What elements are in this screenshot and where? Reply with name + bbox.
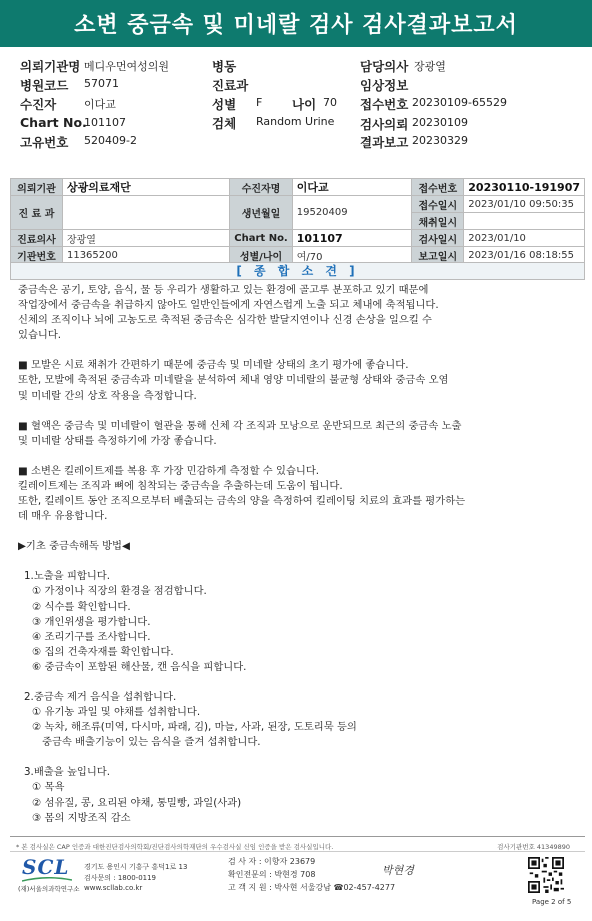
dept-key: 진 료 과 [11,196,63,230]
report-value: 20230329 [412,134,468,147]
report-date-key: 보고일시 [412,247,464,264]
contact-line: 검사문의 : 1800-0119 [84,873,157,882]
receipt-no-value: 20230110-191907 [464,179,585,196]
patient-name-key: 수진자명 [230,179,292,196]
patient-table [10,178,585,264]
doctor-label: 담당의사 [360,59,409,74]
inst-no-value: 11365200 [62,247,229,264]
paragraph-line: 또한, 모발에 축적된 중금속과 미네랄을 분석하여 체내 영양 미네랄의 불균형 상태와 중금속 오염 [18,374,449,387]
ward-label: 병동 [212,59,237,74]
age-value: 70 [323,96,337,109]
customer-support-line: 고 객 지 원 : 박사현 서울강남 ☎02-457-4277 [228,883,396,892]
age-label: 나이 [292,97,317,112]
clinical-label: 임상정보 [360,78,409,93]
birth-value: 19520409 [292,196,412,230]
receipt-date-value: 2023/01/10 09:50:35 [464,196,585,213]
footer-divider [10,851,585,852]
chart-label: Chart No. [20,115,87,130]
examiner-line: 검 사 자 : 이향자 23679 [228,857,316,866]
paragraph-line: ■ 혈액은 중금속 및 미네랄이 혈관을 통해 신체 각 조직과 모낭으로 운반되므로 최근의 중금속 노출 [18,419,462,432]
specialist-line: 확인전문의 : 박현경 708 [228,870,316,879]
lab-address [84,862,187,894]
paragraph-line: 있습니다. [18,329,62,342]
id-label: 고유번호 [20,135,69,150]
method-item: ④ 조리기구를 조사합니다. [32,630,151,643]
patient-label: 수진자 [20,97,57,112]
specimen-label: 검체 [212,116,237,131]
dept-label: 진료과 [212,78,249,93]
id-value: 520409-2 [84,134,137,147]
sex-label: 성별 [212,97,237,112]
receipt-value: 20230109-65529 [412,96,507,109]
hospital-code-value: 57071 [84,77,119,90]
paragraph-line: 중금속은 공기, 토양, 음식, 물 등 우리가 생활하고 있는 환경에 골고루 분포하고 있기 때문에 [18,284,429,296]
table-row [11,230,585,247]
paragraph-line: 작업장에서 중금속을 취급하지 않아도 일반인들에게 자연스럽게 노출 되고 체내에 축적됩니다. [18,299,439,312]
method-item: ③ 개인위생을 평가합니다. [32,615,151,628]
method-item: ② 섬유질, 콩, 요리된 야채, 통밀빵, 과일(사과) [32,796,242,809]
patient-value: 이다교 [84,98,116,111]
website-link[interactable]: www.scllab.co.kr [84,884,143,892]
collect-value [464,213,585,230]
report-label: 결과보고 [360,135,409,150]
qr-code-icon [528,857,564,893]
address-line: 경기도 용인시 기흥구 흥덕1로 13 [84,863,188,871]
collect-key: 채취일시 [412,213,464,230]
accreditation-note: * 본 검사실은 CAP 인증과 대한진단검사의학회/진단검사의학재단의 우수검사실 신임 인증을 받은 검사실입니다. [16,843,334,851]
method-item: ② 녹차, 해조류(미역, 다시마, 파래, 김), 마늘, 사과, 된장, 도토리묵 등의 [32,721,357,734]
method-item: ⑤ 집의 건축자재를 확인합니다. [32,645,174,658]
table-row [11,196,585,213]
institution-value: 메디우먼여성의원 [84,60,170,73]
summary-section-title: [ 종 합 소 견 ] [10,262,585,280]
test-date-key: 검사일시 [412,230,464,247]
hospital-code-label: 병원코드 [20,78,69,93]
lab-code: 검사기관번호 41349890 [497,843,570,851]
chart-key: Chart No. [230,230,292,247]
paragraph-line: ■ 모발은 시료 채취가 간편하기 때문에 중금속 및 미네랄 상태의 초기 평가에 좋습니다. [18,359,409,372]
receipt-no-key: 접수번호 [412,179,464,196]
method-item: ② 식수를 확인합니다. [32,600,131,613]
requester-value: 상광의료재단 [62,179,229,196]
lab-name: (재)서울의과학연구소 [18,885,80,893]
dept-value [62,196,229,230]
chart-value: 101107 [84,116,126,129]
method-item: ① 유기농 과일 및 야채를 섭취합니다. [32,706,201,719]
method-item: 중금속 배출기능이 있는 음식을 즐겨 섭취합니다. [42,736,261,749]
sex-value: F [256,96,263,109]
table-row [11,179,585,196]
paragraph-line: 킬레이트제는 조직과 뼈에 침착되는 중금속을 추출하는데 도움이 됩니다. [18,479,343,492]
requester-key: 의뢰기관 [11,179,63,196]
scl-logo [22,855,77,885]
request-value: 20230109 [412,116,468,129]
footer-divider [10,836,585,837]
paragraph-line: ■ 소변은 킬레이트제를 복용 후 가장 민감하게 측정할 수 있습니다. [18,464,320,477]
report-title: 소변 중금속 및 미네랄 검사 검사결과보고서 [0,0,592,47]
logo-text: SCL [22,855,70,879]
doctor-value: 장광열 [62,230,229,247]
doctor-key: 진료의사 [11,230,63,247]
institution-label: 의뢰기관명 [20,59,81,74]
method-item: ① 가정이나 직장의 환경을 점검합니다. [32,585,207,598]
paragraph-line: 및 미네랄 간의 상호 작용을 측정합니다. [18,389,197,402]
sexage-value: 여/70 [292,247,412,264]
paragraph-line: 신체의 조직이나 뇌에 고농도로 축적된 중금속은 심각한 발달지연이나 신경 손상을 일으킬 수 [18,314,432,327]
method-step: 3.배출을 높입니다. [24,766,110,779]
method-item: ① 목욕 [32,781,65,794]
method-item: ③ 몸의 지방조직 감소 [32,811,131,824]
report-date-value: 2023/01/16 08:18:55 [464,247,585,264]
receipt-label: 접수번호 [360,97,409,112]
receipt-date-key: 접수일시 [412,196,464,213]
chart-value: 101107 [292,230,412,247]
staff-info [228,855,395,894]
method-step: 2.중금속 제거 음식을 섭취합니다. [24,690,177,703]
paragraph-line: 및 미네랄 상태를 측정하기에 가장 좋습니다. [18,434,217,447]
method-item: ⑥ 중금속이 포함된 해산물, 캔 음식을 피합니다. [32,660,247,673]
birth-key: 생년월일 [230,196,292,230]
doctor-value: 장광열 [414,60,446,73]
summary-body [18,283,578,826]
page-number: Page 2 of 5 [532,898,572,906]
specimen-value: Random Urine [256,115,335,128]
signature: 박현경 [382,864,414,877]
paragraph-line: 또한, 킬레이트 동안 조직으로부터 배출되는 금속의 양을 측정하여 킬레이팅 치료의 효과를 평가하는 [18,495,466,508]
request-label: 검사의뢰 [360,117,409,132]
method-step: 1.노출을 피합니다. [24,570,110,583]
paragraph-line: 데 매우 유용합니다. [18,510,108,523]
test-date-value: 2023/01/10 [464,230,585,247]
inst-no-key: 기관번호 [11,247,63,264]
sexage-key: 성별/나이 [230,247,292,264]
patient-name-value: 이다교 [292,179,412,196]
method-title: ▶기초 중금속해독 방법◀ [18,540,130,553]
